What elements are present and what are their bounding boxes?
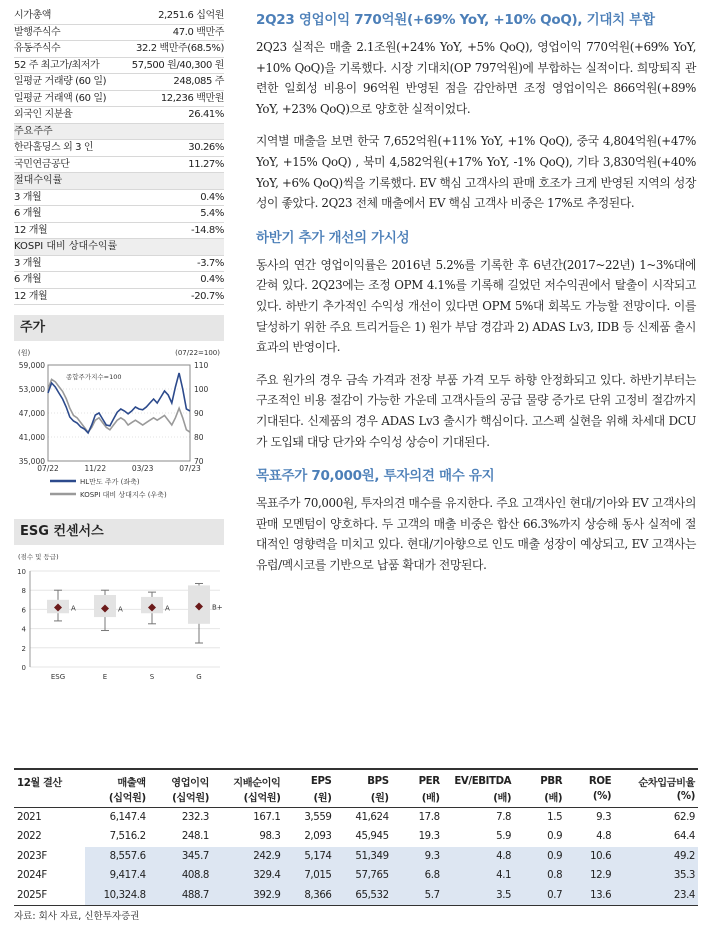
table-row	[14, 847, 698, 867]
table-cell: 2025F	[14, 886, 85, 906]
y-right-tick-label: 110	[194, 361, 209, 370]
table-cell: 408.8	[149, 866, 212, 886]
table-cell: 7,516.2	[109, 831, 146, 843]
table-cell: 10.6	[565, 847, 614, 867]
x-category-label: S	[149, 673, 155, 681]
shareholder-row: 한라홀딩스 외 3 인 30.26%	[14, 140, 224, 157]
table-cell: 2021	[17, 812, 42, 823]
table-cell: 8,557.6	[85, 847, 148, 867]
paragraph-cost: 주요 원가의 경우 금속 가격과 전장 부품 가격 모두 하향 안정화되고 있다. 하반기부터는 구조적인 비용 절감이 가능한 가운데 고객사들의 공급 물량 증가로 단위 고정비 절감까지 기대된다. 신제품의 경우 ADAS Lv3 출시가 핵심이다. 고스펙 실현을 위해 차세대 DCU가 도입돼 대당 단가와 수익성 상승이 기대된다.	[256, 372, 696, 449]
table-cell: 4.8	[443, 847, 514, 867]
y-tick-label: 10	[17, 568, 26, 576]
abs-return-row: 12 개월 -14.8%	[14, 223, 224, 240]
x-category-label: ESG	[50, 673, 66, 681]
section-heading-earnings: 2Q23 영업이익 770억원(+69% YoY, +10% QoQ), 기대치 부합	[256, 12, 655, 28]
table-row	[14, 827, 698, 847]
legend-label: HL만도 주가 (좌축)	[80, 478, 140, 486]
paragraph-regional-sales: 지역별 매출을 보면 한국 7,652억원(+11% YoY, +1% QoQ), 중국 4,804억원(+47% YoY, +15% QoQ) , 북미 4,582억원(+17% YoY, -1% QoQ), 기타 3,830억원(+40% YoY, +6% QoQ)씩을 기록했다. EV 핵심 고객사의 판매 호조가 크게 반영된 지역의 성장성이 좋았다. 2Q23 전체 매출에서 EV 핵심 고객사 비중은 17%로 추정된다.	[256, 134, 696, 211]
table-cell: 9.3	[596, 812, 612, 823]
paragraph-margin: 동사의 연간 영업이익률은 2016년 5.2%를 기록한 후 6년간(2017~22년) 1~3%대에 갇혀 있다. 2Q23에는 조정 OPM 4.1%를 기록해 길었던 저수익권에서 탈출이 시작되고 있다. 하반기 추가적인 수익성 개선이 있다면 OPM 5%대 회복도 가능할 전망이다. 이를 달성하기 위한 주요 트리거들은 1) 원가 부담 경감과 2) ADAS Lv3, IDB 등 신제품 출시 효과의 반영이다.	[256, 257, 696, 355]
table-header-cell: ROE	[565, 769, 614, 789]
y-right-tick-label: 90	[194, 409, 204, 418]
stat-row: 일평균 거래액 (60 일) 12,236 백만원	[14, 91, 224, 108]
table-header-cell: PER	[392, 769, 443, 789]
y-tick-label: 0	[21, 664, 26, 672]
table-header-cell: (십억원)	[212, 789, 283, 808]
table-header-cell: BPS	[335, 769, 392, 789]
stats-table	[14, 8, 224, 305]
table-header-cell: 영업이익	[149, 769, 212, 789]
stat-row: 외국인 지분율 26.41%	[14, 107, 224, 124]
table-header-cell: (%)	[614, 789, 698, 808]
y-axis-left-label: (원)	[18, 349, 31, 357]
table-cell: 488.7	[149, 886, 212, 906]
y-right-tick-label: 70	[194, 457, 204, 466]
table-cell: 62.9	[673, 812, 695, 823]
table-cell: 6,147.4	[109, 812, 146, 823]
table-header-cell: 순차입금비율	[614, 769, 698, 789]
grade-label: A	[165, 604, 170, 613]
y-tick-label: 4	[21, 625, 26, 634]
y-right-tick-label: 80	[194, 433, 204, 442]
stat-row: 유동주식수 32.2 백만주(68.5%)	[14, 41, 224, 58]
y-left-tick-label: 53,000	[18, 385, 45, 394]
y-left-tick-label: 59,000	[18, 361, 45, 370]
y-tick-label: 6	[21, 606, 26, 615]
chart-annotation: 종합주가지수=100	[66, 373, 122, 381]
table-cell: 35.3	[614, 866, 698, 886]
table-cell: 1.5	[547, 812, 563, 823]
table-cell: 5,174	[283, 847, 334, 867]
rel-return-row: 3 개월 -3.7%	[14, 256, 224, 273]
x-tick-label: 11/22	[84, 464, 107, 473]
table-header-cell: 지배순이익	[212, 769, 283, 789]
table-cell: 2,093	[304, 831, 332, 843]
y-tick-label: 8	[21, 587, 26, 596]
esg-chart-title: ESG 컨센서스	[14, 519, 224, 545]
shareholder-row: 국민연금공단 11.27%	[14, 157, 224, 174]
table-header-cell: (배)	[392, 789, 443, 808]
table-cell: 7,015	[283, 866, 334, 886]
table-header-cell: EPS	[283, 769, 334, 789]
table-cell: 12.9	[565, 866, 614, 886]
table-cell: 329.4	[212, 866, 283, 886]
financial-summary-table	[14, 768, 698, 906]
table-cell: 167.1	[253, 812, 281, 823]
table-header-cell: (원)	[335, 789, 392, 808]
table-cell: 19.3	[418, 831, 440, 843]
y-left-tick-label: 41,000	[18, 433, 45, 442]
table-header-cell: PBR	[514, 769, 565, 789]
table-header-cell: (십억원)	[149, 789, 212, 808]
table-cell: 242.9	[212, 847, 283, 867]
grade-label: B+	[212, 603, 223, 612]
table-header-cell: 12월 결산	[14, 769, 85, 789]
table-header-cell: (배)	[443, 789, 514, 808]
rel-return-row: 12 개월 -20.7%	[14, 289, 224, 306]
table-cell: 65,532	[335, 886, 392, 906]
table-cell: 2023F	[17, 850, 47, 862]
esg-chart	[14, 545, 224, 695]
table-header-cell: (배)	[514, 789, 565, 808]
x-tick-label: 07/22	[37, 464, 59, 473]
table-header-cell: (원)	[283, 789, 334, 808]
table-cell: 9,417.4	[85, 866, 148, 886]
table-cell: 3.5	[443, 886, 514, 906]
y-left-tick-label: 35,000	[18, 457, 45, 466]
table-header-cell: (%)	[565, 789, 614, 808]
table-cell: 0.9	[514, 847, 565, 867]
y-axis-label: (점수 및 등급)	[18, 553, 59, 561]
table-cell: 5.9	[496, 831, 512, 843]
main-text	[256, 8, 696, 587]
table-header-cell: 매출액	[85, 769, 148, 789]
table-header-row	[14, 769, 698, 789]
table-row	[14, 886, 698, 906]
abs-return-row: 6 개월 5.4%	[14, 206, 224, 223]
price-chart-title: 주가	[14, 315, 224, 341]
table-cell: 23.4	[614, 886, 698, 906]
y-right-tick-label: 100	[194, 385, 209, 394]
table-cell: 0.9	[547, 831, 563, 843]
series-line-kospi-relative	[48, 379, 190, 432]
table-cell: 57,765	[335, 866, 392, 886]
x-category-label: G	[196, 673, 202, 681]
table-cell: 9.3	[392, 847, 443, 867]
abs-return-header: 절대수익률	[14, 173, 224, 190]
x-tick-label: 03/23	[131, 464, 154, 473]
table-cell: 232.3	[181, 812, 210, 823]
table-cell: 5.7	[392, 886, 443, 906]
y-axis-right-label: (07/22=100)	[175, 349, 220, 357]
table-cell: 248.1	[181, 831, 210, 843]
legend-label: KOSPI 대비 상대지수 (우축)	[80, 491, 167, 499]
table-header-cell	[14, 789, 85, 808]
table-cell: 345.7	[149, 847, 212, 867]
table-cell: 49.2	[614, 847, 698, 867]
price-chart	[14, 341, 224, 511]
section-heading-h2-outlook: 하반기 추가 개선의 가시성	[256, 229, 410, 246]
table-cell: 98.3	[259, 831, 281, 843]
table-cell: 0.8	[514, 866, 565, 886]
table-cell: 4.1	[443, 866, 514, 886]
shareholders-header: 주요주주	[14, 124, 224, 141]
paragraph-earnings: 2Q23 실적은 매출 2.1조원(+24% YoY, +5% QoQ), 영업이익 770억원(+69% YoY, +10% QoQ)을 기록했다. 시장 기대치(OP 797억원)에 부합하는 실적이다. 희망퇴직 관련한 일회성 비용이 96억원 반영된 점을 감안하면 조정 영업이익은 866억원(+89% YoY, +23% QoQ)으로 양호한 실적이었다.	[256, 40, 696, 116]
table-cell: 4.8	[596, 831, 612, 843]
table-cell: 3,559	[304, 812, 332, 823]
table-cell: 6.8	[392, 866, 443, 886]
table-cell: 392.9	[212, 886, 283, 906]
table-cell: 41,624	[355, 812, 389, 823]
table-cell: 2022	[17, 831, 42, 843]
rel-return-header: KOSPI 대비 상대수익률	[14, 239, 224, 256]
table-cell: 51,349	[335, 847, 392, 867]
table-cell: 64.4	[673, 831, 695, 843]
table-cell: 2024F	[17, 870, 47, 882]
table-header-row	[14, 789, 698, 808]
paragraph-target-price: 목표주가 70,000원, 투자의견 매수를 유지한다. 주요 고객사인 현대/기아와 EV 고객사의 판매 모멘텀이 양호하다. 두 고객의 매출 비중은 합산 66.3%까지 상승해 동사 실적에 절대적인 영향력을 미치고 있다. 현대/기아향으로 인도 매출 성장이 예상되고, EV 고객사는 유럽/멕시코를 기반으로 납품 확대가 전망된다.	[256, 496, 696, 572]
table-row	[14, 808, 698, 828]
left-sidebar	[14, 8, 224, 695]
x-category-label: E	[102, 673, 108, 681]
table-header-cell: EV/EBITDA	[443, 769, 514, 789]
table-cell: 45,945	[355, 831, 389, 843]
table-row	[14, 866, 698, 886]
stat-row: 52 주 최고가/최저가 57,500 원/40,300 원	[14, 58, 224, 75]
abs-return-row: 3 개월 0.4%	[14, 190, 224, 207]
series-line-hl-mando-price	[48, 373, 190, 433]
y-tick-label: 2	[21, 644, 26, 653]
table-cell: 13.6	[565, 886, 614, 906]
table-header-cell: (십억원)	[85, 789, 148, 808]
x-tick-label: 07/23	[179, 464, 201, 473]
rel-return-row: 6 개월 0.4%	[14, 272, 224, 289]
table-cell: 8,366	[283, 886, 334, 906]
table-cell: 10,324.8	[85, 886, 148, 906]
section-heading-target-price: 목표주가 70,000원, 투자의견 매수 유지	[256, 468, 495, 485]
table-cell: 17.8	[418, 812, 440, 823]
grade-label: A	[71, 604, 76, 613]
stat-row: 시가총액 2,251.6 십억원	[14, 8, 224, 25]
y-left-tick-label: 47,000	[18, 409, 45, 418]
table-cell: 0.7	[514, 886, 565, 906]
table-cell: 7.8	[496, 812, 512, 823]
source-note: 자료: 회사 자료, 신한투자증권	[14, 911, 140, 922]
grade-label: A	[118, 605, 123, 614]
stat-row: 일평균 거래량 (60 일) 248,085 주	[14, 74, 224, 91]
stat-row: 발행주식수 47.0 백만주	[14, 25, 224, 42]
